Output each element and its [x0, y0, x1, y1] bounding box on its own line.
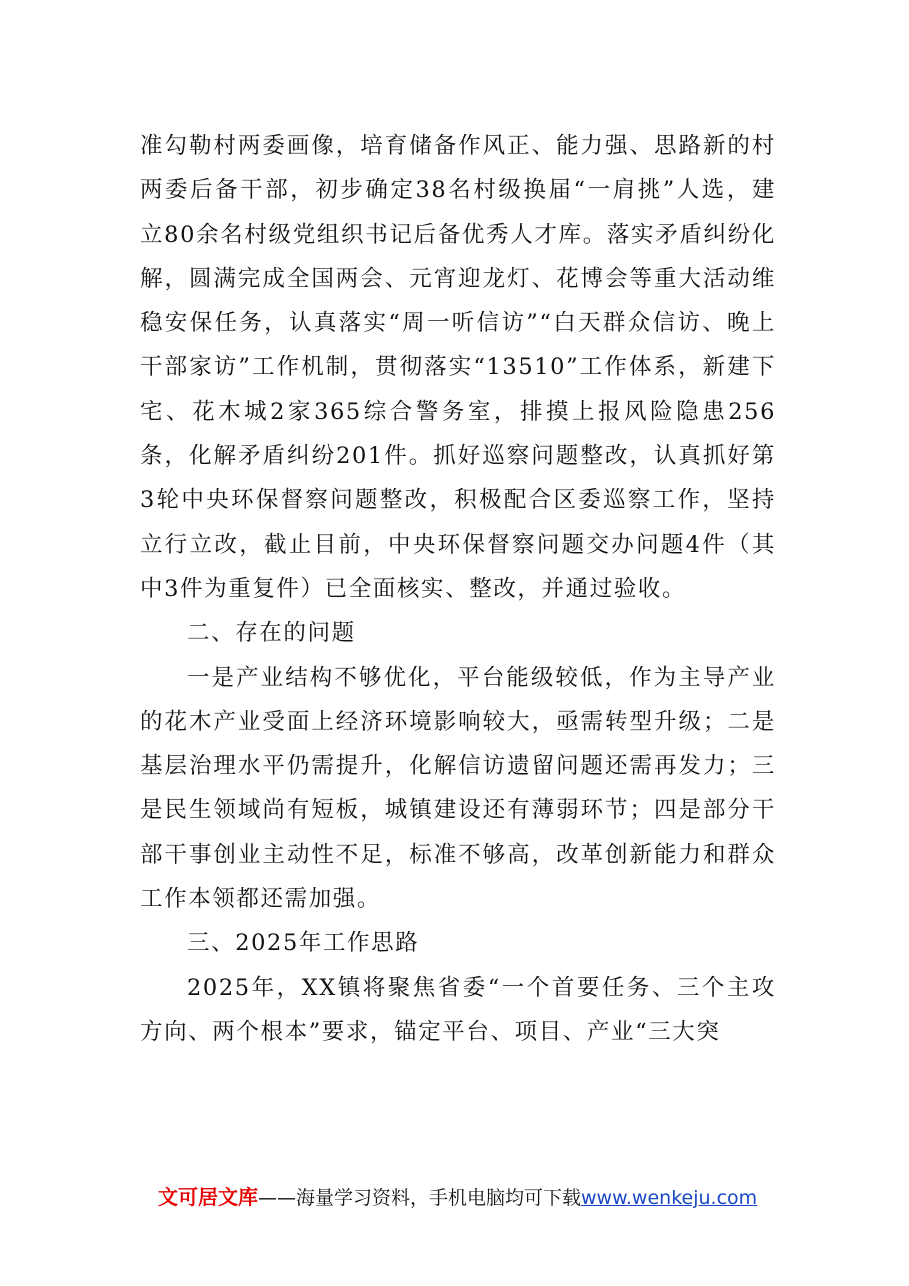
paragraph-work-plan-intro: 2025年，XX镇将聚焦省委“一个首要任务、三个主攻方向、两个根本”要求，锚定平台、项目、产业“三大突 [140, 974, 776, 1045]
heading-existing-problems: 二、存在的问题 [187, 620, 356, 647]
footer-slogan: ——海量学习资料，手机电脑均可下载 [258, 1187, 582, 1209]
paragraph-village-committee-work: 准勾勒村两委画像，培育储备作风正、能力强、思路新的村两委后备干部，初步确定38名村级换届“一肩挑”人选，建立80余名村级党组织书记后备优秀人才库。落实矛盾纠纷化解，圆满完成全国两会、元宵迎龙灯、花博会等重大活动维稳安保任务，认真落实“周一听信访”“白天群众信访、晚上干部家访”工作机制，贯彻落实“13510”工作体系，新建下宅、花木城2家365综合警务室，排摸上报风险隐患256条，化解矛盾纠纷201件。抓好巡察问题整改，认真抓好第3轮中央环保督察问题整改，积极配合区委巡察工作，坚持立行立改，截止目前，中央环保督察问题交办问题4件（其中3件为重复件）已全面核实、整改，并通过验收。 [140, 133, 776, 602]
footer-brand: 文可居文库 [158, 1185, 258, 1209]
footer-website-link[interactable]: www.wenkeju.com [581, 1187, 758, 1209]
document-body [140, 124, 776, 1054]
footer-banner [158, 1182, 757, 1213]
heading-work-plan-2025: 三、2025年工作思路 [187, 930, 420, 957]
paragraph-problems-list: 一是产业结构不够优化，平台能级较低，作为主导产业的花木产业受面上经济环境影响较大，亟需转型升级；二是基层治理水平仍需提升，化解信访遗留问题还需再发力；三是民生领域尚有短板，城镇建设还有薄弱环节；四是部分干部干事创业主动性不足，标准不够高，改革创新能力和群众工作本领都还需加强。 [140, 664, 776, 913]
